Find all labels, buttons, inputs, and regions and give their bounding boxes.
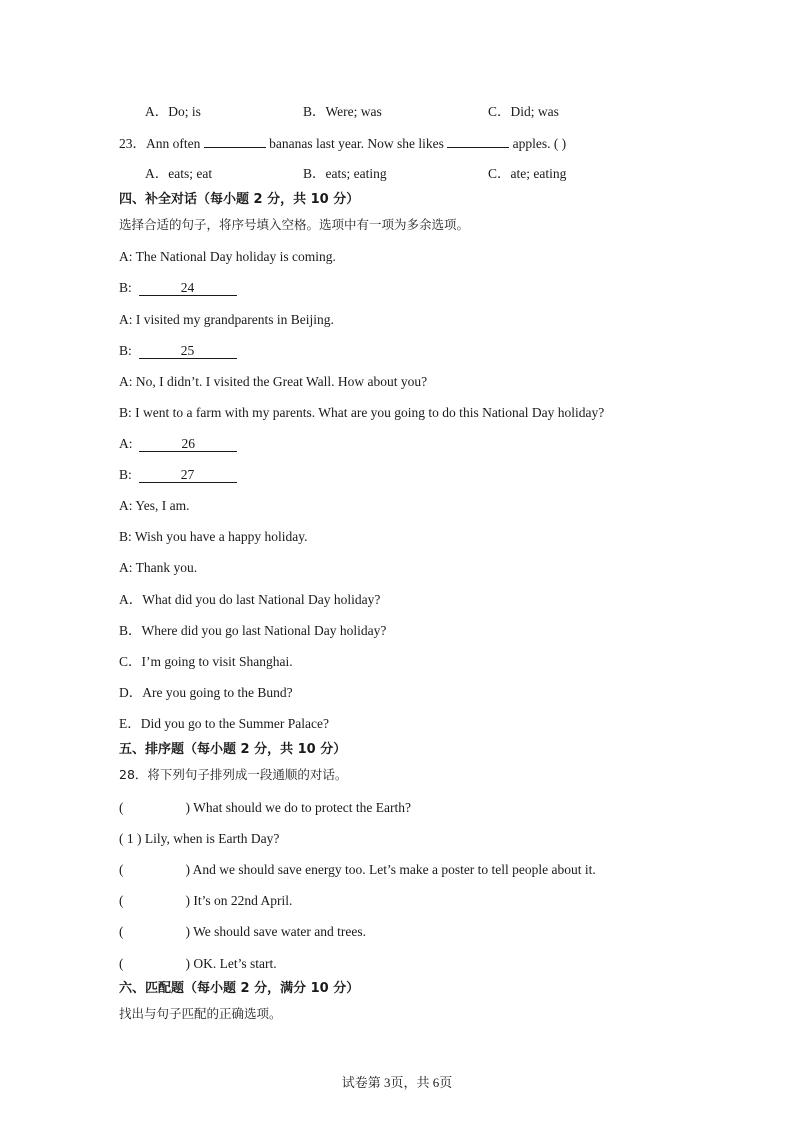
order-item: ( ) We should save water and trees.	[119, 924, 366, 939]
dialog-line: A: The National Day holiday is coming.	[119, 249, 336, 264]
dialog-line: B: I went to a farm with my parents. What are you going to do this National Day holiday?	[119, 405, 605, 420]
dialog-line: A: Yes, I am.	[119, 498, 190, 513]
section5-title: 五、排序题（每小题 2 分，共 10 分）	[119, 742, 347, 757]
q22-option-c: C．Did; was	[488, 104, 559, 119]
blank-24[interactable]: 24	[139, 281, 237, 296]
q23-question	[119, 135, 566, 152]
dialog-line: B: Wish you have a happy holiday.	[119, 529, 308, 544]
blank-27[interactable]: 27	[139, 468, 237, 483]
section6-title: 六、匹配题（每小题 2 分，满分 10 分）	[119, 981, 360, 996]
q22-option-b: B．Were; was	[303, 104, 382, 119]
order-item: ( ) And we should save energy too. Let’s make a poster to tell people about it.	[119, 862, 596, 877]
q23-blank-2	[447, 135, 509, 148]
page-footer: 试卷第 3页，共 6页	[341, 1075, 453, 1090]
dialog-line: B: 27	[119, 467, 237, 483]
q23-blank-1	[204, 135, 266, 148]
blank-25[interactable]: 25	[139, 344, 237, 359]
dialog-line: B: 25	[119, 343, 237, 359]
q23-text-1: Ann often	[146, 136, 204, 151]
q23-option-b: B．eats; eating	[303, 166, 387, 181]
q23-text-2: bananas last year. Now she likes	[265, 136, 448, 151]
section4-option-b: B．Where did you go last National Day holiday?	[119, 623, 387, 638]
dialog-line: A: Thank you.	[119, 560, 198, 575]
order-item: ( ) It’s on 22nd April.	[119, 893, 293, 908]
q23-number: 23．	[119, 136, 146, 151]
dialog-line: A: No, I didn’t. I visited the Great Wall. How about you?	[119, 374, 428, 389]
section4-title: 四、补全对话（每小题 2 分，共 10 分）	[119, 192, 360, 207]
section4-option-c: C．I’m going to visit Shanghai.	[119, 654, 293, 669]
dialog-line: A: I visited my grandparents in Beijing.	[119, 312, 334, 327]
order-item: ( 1 ) Lily, when is Earth Day?	[119, 831, 280, 846]
q23-option-c: C．ate; eating	[488, 166, 567, 181]
order-item: ( ) What should we do to protect the Earth?	[119, 800, 411, 815]
dialog-line: A: 26	[119, 436, 237, 452]
section4-instruction: 选择合适的句子，将序号填入空格。选项中有一项为多余选项。	[119, 217, 470, 232]
section4-option-e: E．Did you go to the Summer Palace?	[119, 716, 329, 731]
blank-26[interactable]: 26	[139, 437, 237, 452]
order-item: ( ) OK. Let’s start.	[119, 956, 277, 971]
dialog-line: B: 24	[119, 280, 237, 296]
q23-text-3: apples. ( )	[509, 136, 567, 151]
q28-instruction: 28．将下列句子排列成一段通顺的对话。	[119, 767, 348, 782]
section4-option-a: A．What did you do last National Day holiday?	[119, 592, 381, 607]
q22-option-a: A．Do; is	[145, 104, 201, 119]
section4-option-d: D．Are you going to the Bund?	[119, 685, 293, 700]
section6-instruction: 找出与句子匹配的正确选项。	[119, 1006, 282, 1021]
q23-option-a: A．eats; eat	[145, 166, 213, 181]
order-slot: 1	[126, 831, 134, 846]
